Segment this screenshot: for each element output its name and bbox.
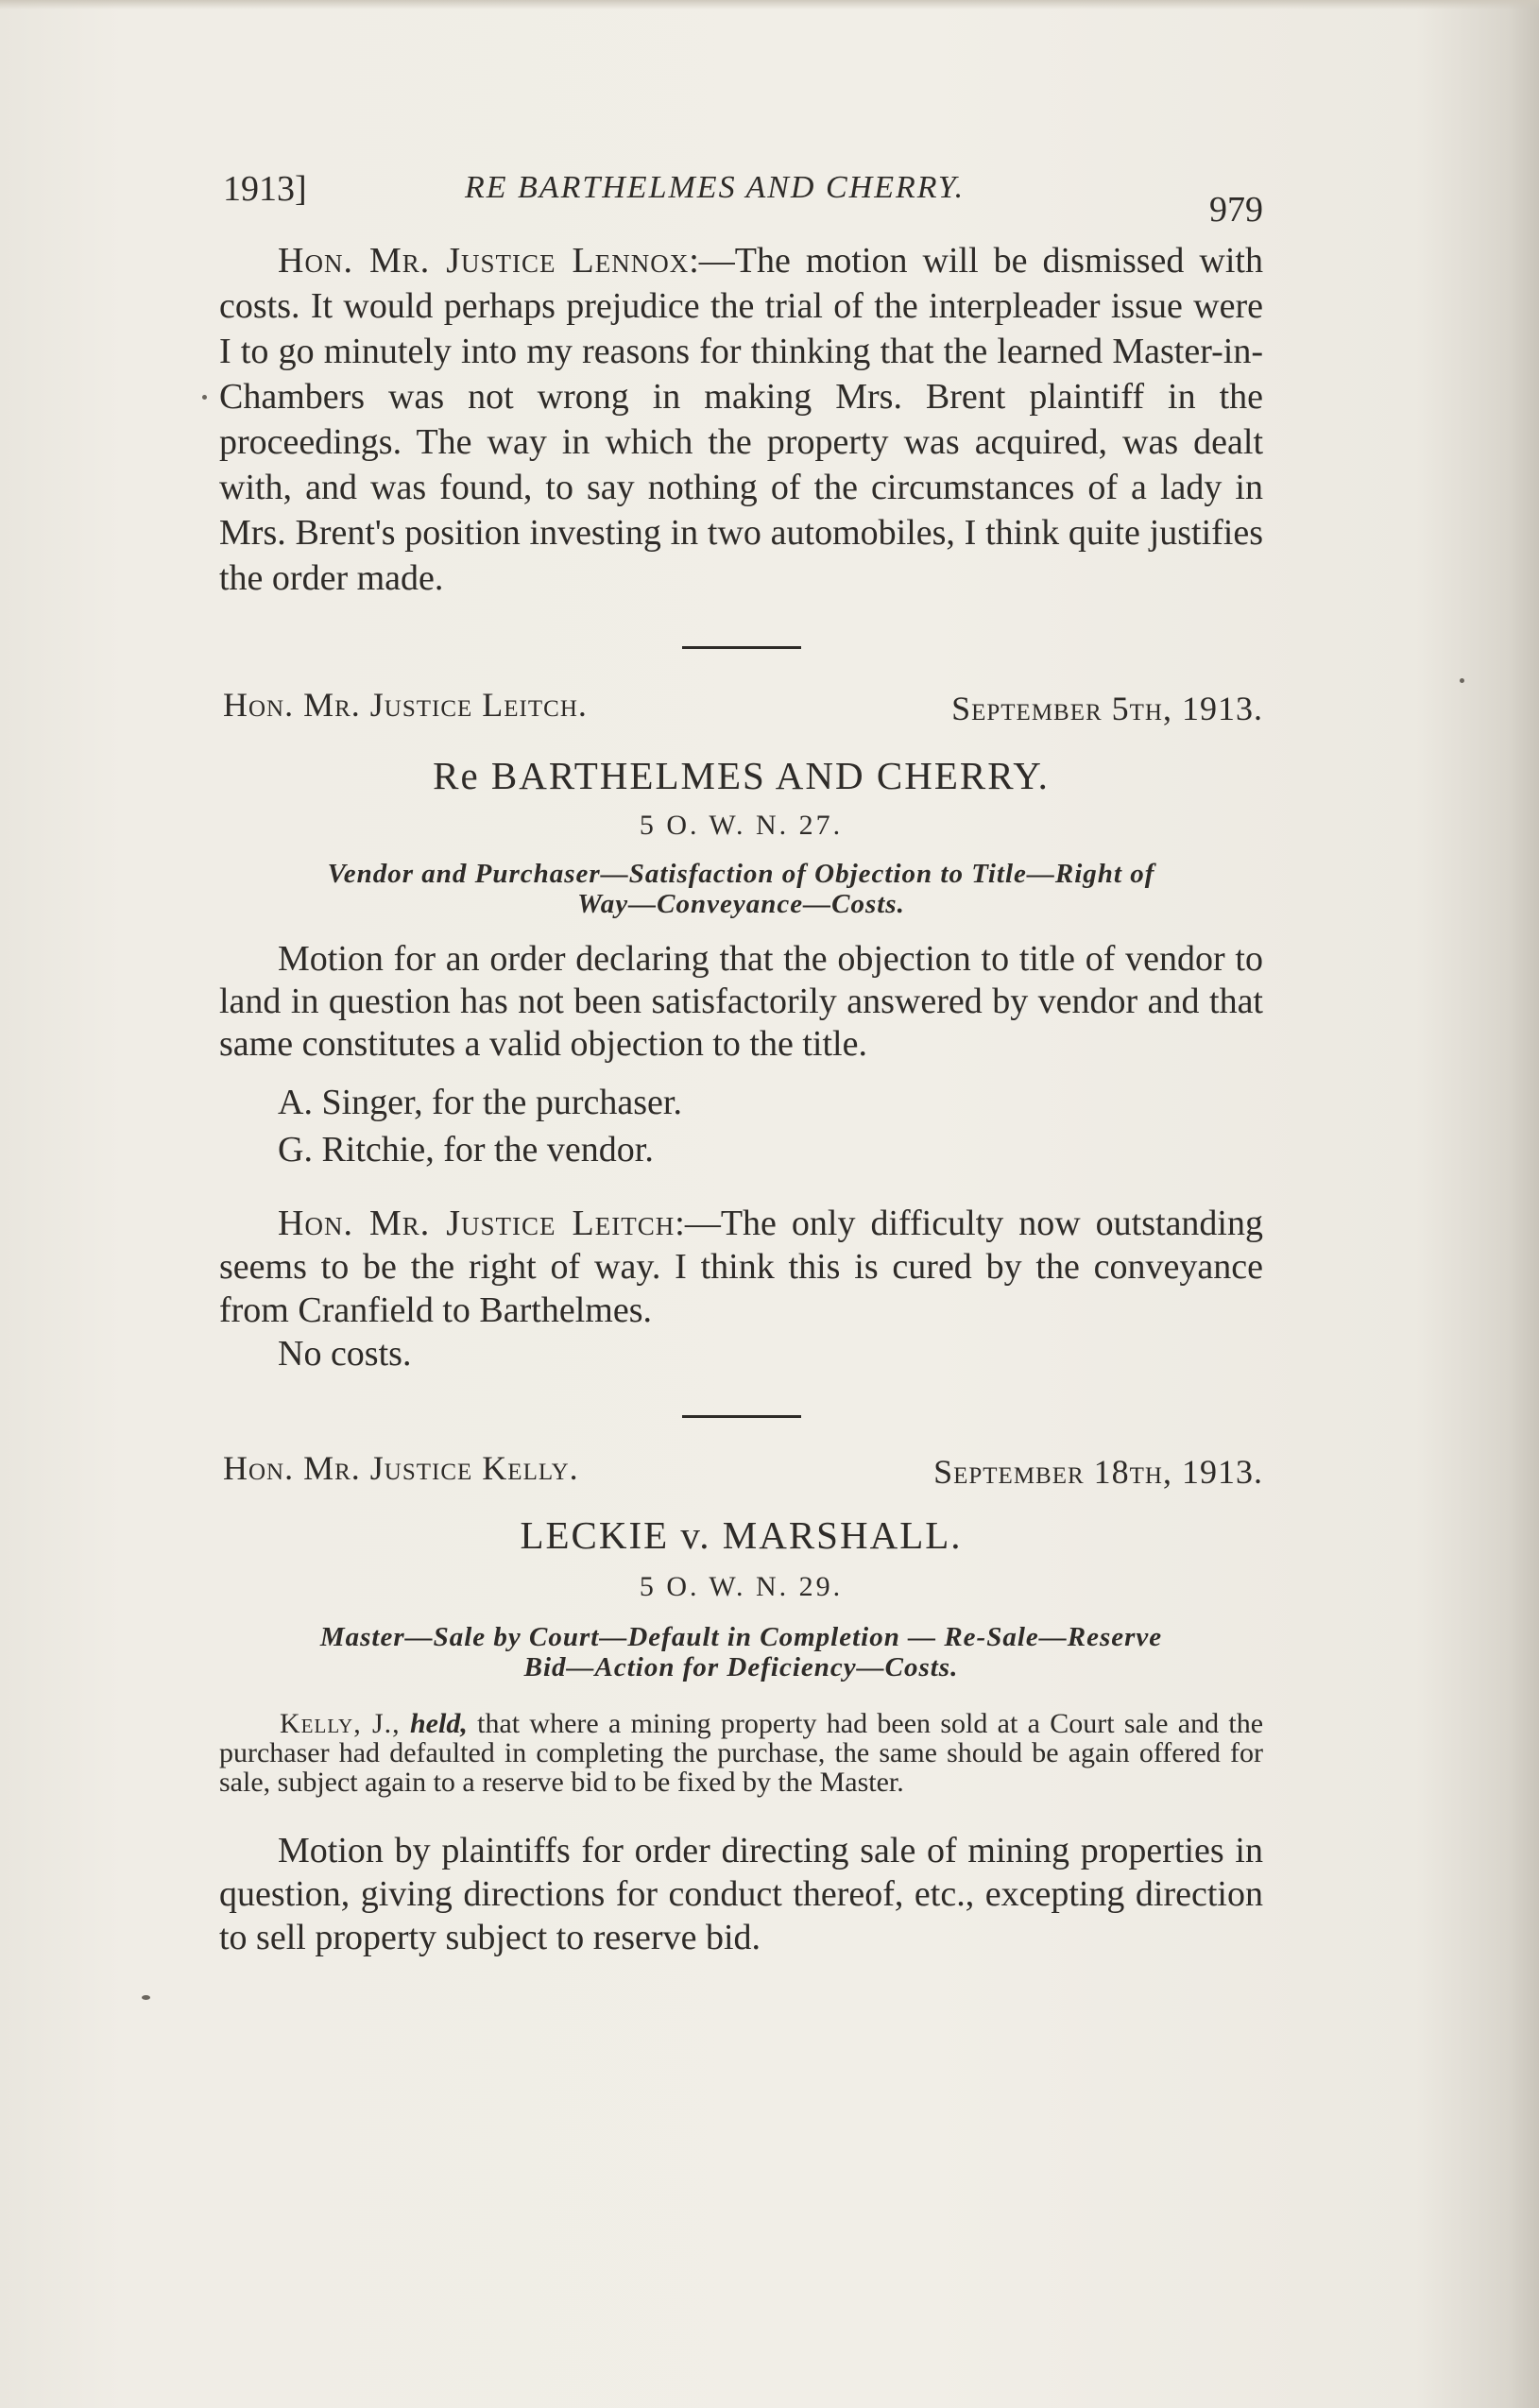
costs-line: No costs. (278, 1334, 412, 1374)
judge-speaker: Hon. Mr. Justice Lennox (278, 241, 690, 281)
ink-speck (1460, 678, 1464, 683)
section-divider (682, 646, 801, 649)
held-judge: Kelly, J., (280, 1708, 401, 1739)
case-headnote (219, 1622, 1263, 1682)
motion-paragraph: Motion by plaintiffs for order directing sale of mining properties in question, giving directions for conduct thereof, etc., excepting direction to sell property subject to reserve bid. (219, 1831, 1263, 1957)
case-judge-line (219, 685, 1263, 732)
judgment-text: :—The only difficulty now outstanding seems to be the right of way. I think this is cured by the conveyance from Cranfield to Barthelmes. (219, 1204, 1263, 1330)
ink-speck (202, 395, 207, 400)
headnote-line: Master—Sale by Court—Default in Completion — Re-Sale—Reserve (319, 1622, 1163, 1652)
case-title: Re BARTHELMES AND CHERRY. (433, 754, 1050, 797)
text-column (219, 151, 1263, 1959)
case-headnote (219, 859, 1263, 919)
case-citation: 5 O. W. N. 27. (639, 810, 844, 841)
headnote-line: Vendor and Purchaser—Satisfaction of Objection to Title—Right of (327, 859, 1155, 889)
running-head (219, 151, 1263, 230)
held-word: held, (409, 1708, 468, 1739)
counsel-line: A. Singer, for the purchaser. (278, 1083, 682, 1122)
leitch-judgment (219, 1202, 1263, 1332)
headnote-line: Bid—Action for Deficiency—Costs. (523, 1652, 959, 1682)
header-year: 1913] (223, 169, 307, 209)
held-paragraph (219, 1709, 1263, 1797)
section-divider (682, 1415, 801, 1418)
headnote-line: Way—Conveyance—Costs. (577, 889, 905, 919)
case-citation: 5 O. W. N. 29. (639, 1571, 844, 1602)
running-title: RE BARTHELMES AND CHERRY. (465, 170, 966, 205)
case-judge-line (219, 1448, 1263, 1495)
judgment-date: September 18th, 1913. (933, 1453, 1263, 1491)
held-text: that where a mining property had been sold at a Court sale and the purchaser had defaulted in completing the purchase, the same should be again offered for sale, subject again to a reserve bid to be fixed by the Master. (219, 1708, 1264, 1798)
ink-speck (142, 1995, 150, 2000)
judge-speaker: Hon. Mr. Justice Leitch (278, 1204, 675, 1243)
page-edge-shadow (0, 0, 1539, 9)
judgment-text: :—The motion will be dismissed with costs. It would perhaps prejudice the trial of the interpleader issue were I to go minutely into my reasons for thinking that the learned Master-in-Chambers was not wrong in making Mrs. Brent plaintiff in the proceedings. The way in which the property was acquired, was dealt with, and was found, to say nothing of the circumstances of a lady in Mrs. Brent's position investing in two automobiles, I think quite justifies the order made. (219, 241, 1263, 598)
judgment-date: September 5th, 1913. (951, 690, 1263, 727)
page-number: 979 (1209, 190, 1263, 230)
counsel-line: G. Ritchie, for the vendor. (278, 1130, 654, 1170)
judge-name: Hon. Mr. Justice Leitch. (223, 686, 588, 724)
counsel-list (219, 1079, 1263, 1173)
motion-paragraph: Motion for an order declaring that the objection to title of vendor to land in question has not been satisfactorily answered by vendor and that same constitutes a valid objection to the title. (219, 939, 1263, 1064)
case-title: LECKIE v. MARSHALL. (520, 1513, 963, 1557)
lennox-judgment (219, 238, 1263, 601)
judge-name: Hon. Mr. Justice Kelly. (223, 1449, 579, 1487)
